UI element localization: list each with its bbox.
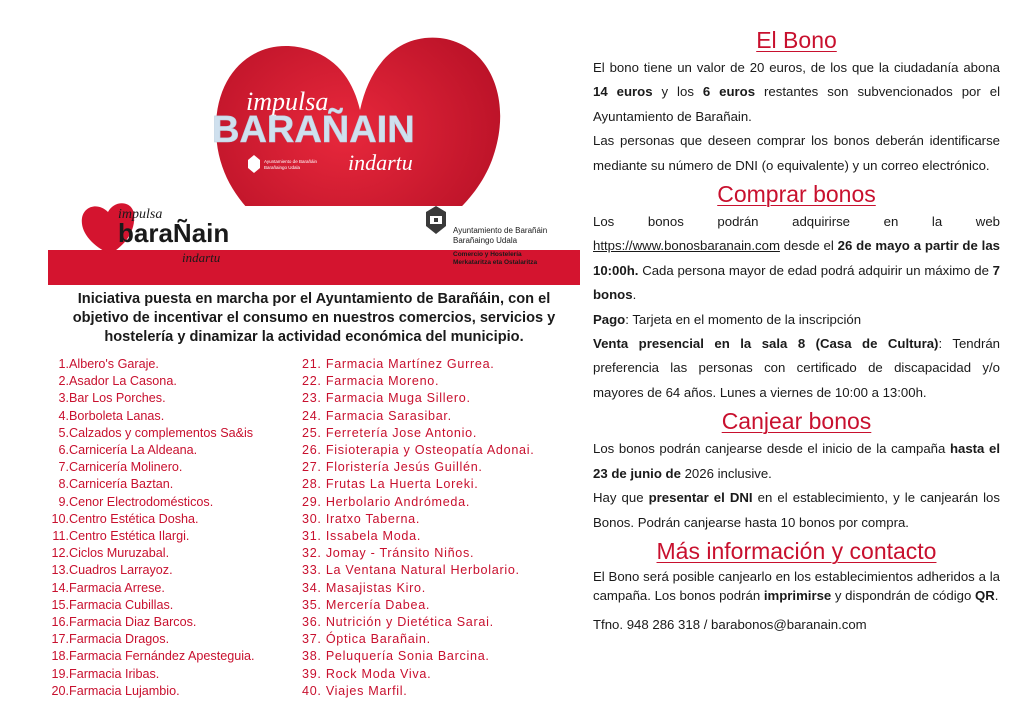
shop-number: 39.	[302, 666, 322, 681]
shop-list-item	[48, 631, 298, 648]
shop-name: Mercería Dabea.	[325, 597, 431, 612]
shop-name: Asador La Casona.	[69, 374, 177, 389]
shop-number: 16.	[51, 615, 69, 630]
shop-number: 20.	[51, 683, 69, 698]
shop-name: Jomay - Tránsito Niños.	[325, 546, 475, 561]
shop-list-item	[48, 459, 298, 476]
shop-number: 3.	[58, 391, 69, 406]
shop-name: Carnicería Molinero.	[69, 460, 183, 475]
shop-number: 14.	[51, 580, 69, 595]
shop-name: Farmacia Arrese.	[69, 580, 165, 595]
shop-name: Iratxo Taberna.	[325, 511, 421, 526]
shop-number: 17.	[51, 632, 69, 647]
shop-list-item	[302, 459, 592, 476]
shop-name: Albero's Garaje.	[69, 357, 159, 371]
venta-paragraph: Venta presencial en la sala 8 (Casa de Cultura): Tendrán preferencia las personas con certificado de discapacidad y/o mayores de 64 años. Lunes a viernes de 10:00 a 13:00h.	[593, 336, 1001, 400]
shop-list-item	[302, 494, 592, 511]
shop-list-item	[302, 631, 592, 648]
shop-list-item	[302, 648, 592, 665]
intro-text: Iniciativa puesta en marcha por el Ayuntamiento de Barañáin, con el objetivo de incentivar el consumo en nuestros comercios, servicios y hostelería y dinamizar la actividad económica del municipio.	[72, 291, 556, 345]
info-column	[593, 24, 1000, 637]
shop-list-item	[302, 390, 592, 407]
shop-name: Nutrición y Dietética Sarai.	[325, 615, 494, 630]
shop-list-item	[48, 683, 298, 700]
shop-name: Bar Los Porches.	[69, 391, 166, 406]
shop-list-item	[302, 356, 592, 373]
ayto-line-2: Barañaingo Udala	[453, 236, 518, 245]
shop-number: 12.	[51, 546, 69, 561]
shop-number: 25.	[302, 425, 322, 440]
shop-list-item	[302, 666, 592, 683]
shop-name: Borboleta Lanas.	[69, 408, 165, 423]
shop-number: 33.	[302, 563, 322, 578]
bono-paragraph-2: Las personas que deseen comprar los bonos deberán identificarse mediante su número de DNI (o equivalente) y un correo electrónico.	[593, 133, 1000, 173]
shop-list-item	[302, 408, 592, 425]
info-paragraph: El Bono será posible canjearlo en los establecimientos adheridos a la campaña. Los bonos podrán imprimirse y dispondrán de código QR.	[593, 568, 1000, 603]
comprar-heading: Comprar bonos	[717, 181, 876, 208]
shop-number: 26.	[302, 443, 322, 458]
shop-number: 4.	[58, 408, 69, 423]
ayto-line-4: Merkataritza eta Ostalaritza	[453, 259, 538, 266]
shop-list-item	[48, 408, 298, 425]
shop-list-item	[48, 614, 298, 631]
shop-number: 13.	[51, 563, 69, 578]
shop-number: 15.	[51, 597, 69, 612]
shop-list-left	[48, 356, 298, 700]
shop-list-item	[48, 476, 298, 493]
shop-list-item	[302, 614, 592, 631]
svg-text:Barañaingo Udala: Barañaingo Udala	[264, 165, 301, 170]
small-logo-indartu: indartu	[182, 250, 221, 265]
shop-name: Floristería Jesús Guillén.	[325, 460, 483, 475]
shop-name: Farmacia Fernández Apesteguia.	[69, 649, 255, 664]
shop-list-item	[48, 545, 298, 562]
shop-name: Farmacia Cubillas.	[69, 597, 174, 612]
shop-number: 6.	[58, 443, 69, 458]
campaign-banner	[48, 10, 580, 285]
shop-name: Óptica Barañain.	[325, 632, 431, 647]
small-logo-impulsa: impulsa	[118, 207, 163, 222]
info-heading: Más información y contacto	[656, 537, 937, 564]
pago-paragraph: Pago: Tarjeta en el momento de la inscripción	[593, 311, 862, 327]
shop-list-item	[48, 511, 298, 528]
big-logo-indartu: indartu	[348, 150, 413, 175]
shop-number: 24.	[302, 408, 322, 423]
shop-number: 21.	[302, 357, 322, 371]
shop-list-right	[302, 356, 592, 700]
shop-name: Peluquería Sonia Barcina.	[325, 649, 490, 664]
ayto-line-3: Comercio y Hostelería	[453, 251, 522, 258]
shop-number: 7.	[58, 460, 69, 475]
shop-name: Farmacia Iribas.	[69, 666, 160, 681]
shop-name: Carnicería Baztan.	[69, 477, 174, 492]
shop-number: 2.	[58, 374, 69, 389]
shop-number: 31.	[302, 529, 322, 544]
shop-number: 11.	[52, 529, 69, 544]
shop-number: 34.	[302, 580, 322, 595]
shop-list-item	[48, 666, 298, 683]
shop-name: Calzados y complementos Sa&is	[69, 425, 254, 440]
shop-name: Farmacia Martínez Gurrea.	[325, 357, 495, 371]
big-logo-impulsa: impulsa	[246, 87, 329, 116]
shop-list-item	[302, 545, 592, 562]
contact-line: Tfno. 948 286 318 / barabonos@baranain.com	[593, 616, 867, 632]
shop-name: Cuadros Larrayoz.	[69, 563, 173, 578]
shop-name: Issabela Moda.	[325, 529, 422, 544]
shop-name: Farmacia Lujambio.	[69, 683, 180, 698]
shop-number: 8.	[58, 477, 69, 492]
shop-name: Farmacia Moreno.	[325, 374, 440, 389]
shop-name: Centro Estética Dosha.	[69, 511, 199, 526]
shop-number: 37.	[302, 632, 322, 647]
svg-text:Ayuntamiento de Barañáin: Ayuntamiento de Barañáin	[264, 159, 317, 164]
shop-number: 1.	[58, 357, 69, 371]
bono-heading: El Bono	[756, 27, 837, 53]
shop-number: 5.	[58, 425, 69, 440]
shop-list-item	[48, 562, 298, 579]
shop-name: Herbolario Andrómeda.	[325, 494, 471, 509]
shop-name: Fisioterapia y Osteopatía Adonai.	[325, 443, 535, 458]
shop-number: 22.	[302, 374, 322, 389]
shop-list-item	[302, 476, 592, 493]
shop-list-item	[48, 494, 298, 511]
shop-list-item	[48, 528, 298, 545]
shop-number: 40.	[302, 683, 322, 698]
shop-list-item	[48, 390, 298, 407]
shop-list-item	[302, 580, 592, 597]
shop-list-item	[302, 425, 592, 442]
shop-name: Viajes Marfil.	[325, 683, 408, 698]
shop-list-item	[302, 442, 592, 459]
shop-number: 36.	[302, 615, 322, 630]
shop-list-item	[48, 580, 298, 597]
bonos-website-link[interactable]: https://www.bonosbaranain.com	[593, 238, 780, 254]
ayto-line-1: Ayuntamiento de Barañáin	[453, 226, 548, 235]
shop-name: Carnicería La Aldeana.	[69, 443, 198, 458]
shop-number: 35.	[302, 597, 322, 612]
shop-name: Ciclos Muruzabal.	[69, 546, 170, 561]
comprar-paragraph-1: Los bonos podrán adquirirse en la web https://www.bonosbaranain.com desde el 26 de mayo a partir de las 10:00h. Cada persona mayor de edad podrá adquirir un máximo de 7 bonos.	[593, 214, 1001, 303]
canjear-heading: Canjear bonos	[721, 408, 872, 435]
shop-list-item	[48, 425, 298, 442]
shop-number: 23.	[302, 391, 322, 406]
shop-list-item	[48, 597, 298, 614]
shop-list-item	[302, 597, 592, 614]
shop-name: Cenor Electrodomésticos.	[69, 494, 214, 509]
shop-name: Ferretería Jose Antonio.	[325, 425, 478, 440]
shop-name: La Ventana Natural Herbolario.	[325, 563, 520, 578]
shop-number: 18.	[51, 649, 69, 664]
canjear-paragraph-1: Los bonos podrán canjearse desde el inicio de la campaña hasta el 23 de junio de 2026 inclusive.	[593, 441, 1000, 481]
small-logo-baranain: baraÑain	[118, 218, 230, 248]
shop-list-item	[302, 683, 592, 700]
shop-name: Rock Moda Viva.	[325, 666, 432, 681]
canjear-paragraph-2: Hay que presentar el DNI en el establecimiento, y le canjearán los Bonos. Podrán canjearse hasta 10 bonos por compra.	[593, 490, 1000, 530]
shop-name: Masajistas Kiro.	[325, 580, 426, 595]
shop-name: Farmacia Dragos.	[69, 632, 170, 647]
shop-number: 30.	[302, 511, 322, 526]
shop-list-item	[302, 528, 592, 545]
big-logo-baranain: BARAÑAIN	[212, 109, 415, 151]
shop-list-item	[48, 373, 298, 390]
shop-number: 32.	[302, 546, 322, 561]
shop-number: 28.	[302, 477, 322, 492]
bono-paragraph-1: El bono tiene un valor de 20 euros, de los que la ciudadanía abona 14 euros y los 6 euros restantes son subvencionados por el Ayuntamiento de Barañain.	[593, 60, 1000, 124]
shop-number: 29.	[302, 494, 322, 509]
shop-list-item	[48, 648, 298, 665]
shop-list-item	[302, 511, 592, 528]
shop-name: Centro Estética Ilargi.	[69, 529, 190, 544]
shop-number: 27.	[302, 460, 322, 475]
shop-number: 9.	[58, 494, 69, 509]
shop-name: Frutas La Huerta Loreki.	[325, 477, 479, 492]
shop-list-item	[302, 562, 592, 579]
shop-number: 38.	[302, 649, 322, 664]
shop-number: 19.	[51, 666, 69, 681]
shop-number: 10.	[51, 511, 69, 526]
shop-name: Farmacia Diaz Barcos.	[69, 615, 197, 630]
shop-list-item	[302, 373, 592, 390]
shop-list-item	[48, 442, 298, 459]
shop-name: Farmacia Sarasibar.	[325, 408, 452, 423]
shop-name: Farmacia Muga Sillero.	[325, 391, 471, 406]
shop-list-item	[48, 356, 298, 373]
